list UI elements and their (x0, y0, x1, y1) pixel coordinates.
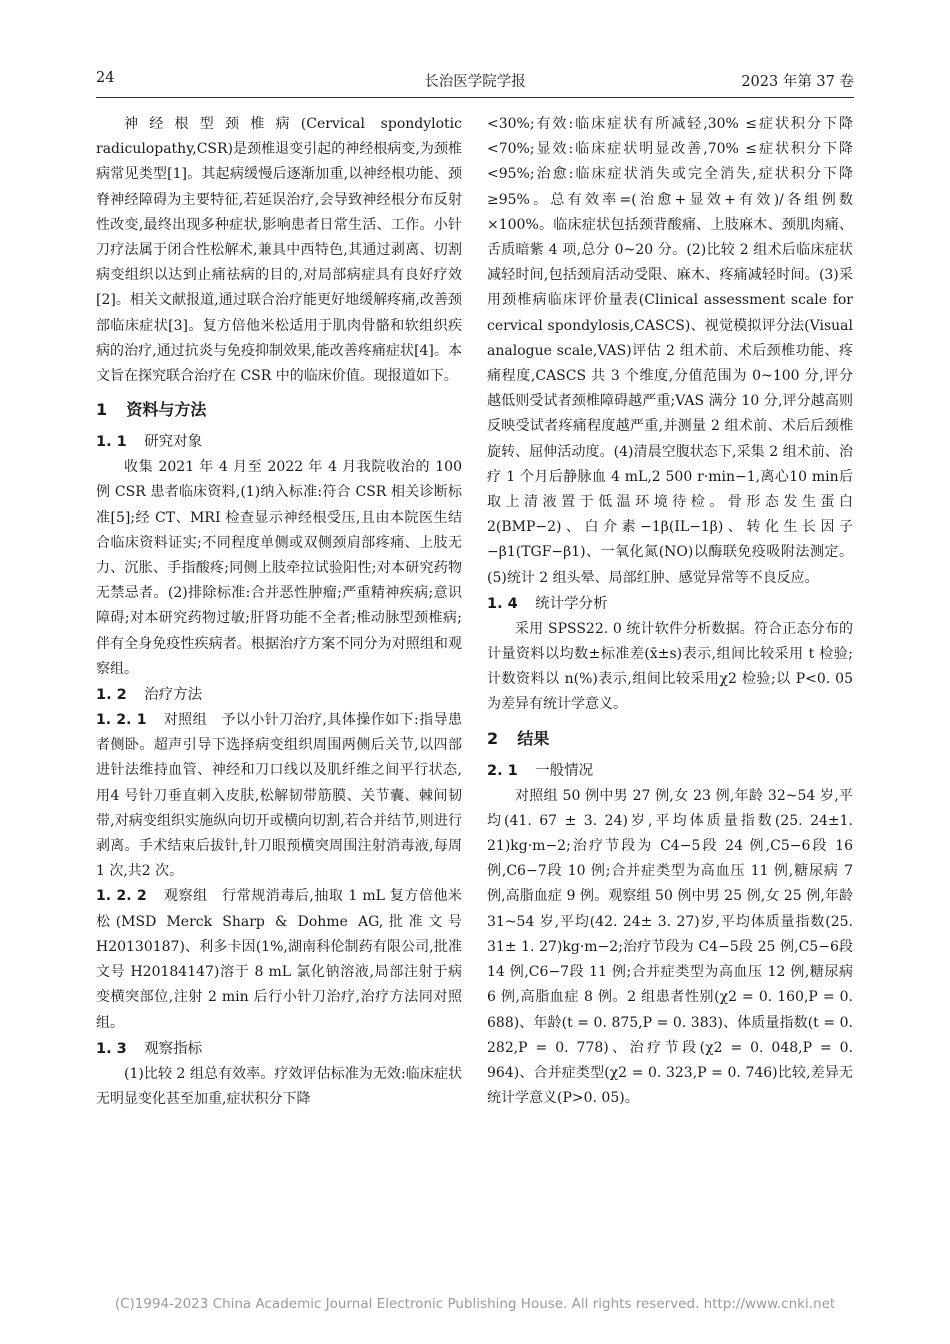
section-2-1-number: 2. 1 (487, 762, 518, 779)
section-1-3-number: 1. 3 (96, 1040, 127, 1057)
section-1-4-heading (487, 591, 853, 617)
page-number: 24 (96, 70, 115, 86)
section-1-2-2-number: 1. 2. 2 (96, 888, 147, 905)
section-1-2-heading (96, 682, 462, 708)
section-1-1-title: 研究对象 (144, 434, 203, 451)
copyright-footer: (C)1994-2023 China Academic Journal Electronic Publishing House. All rights reserved. http://www.cnki.net (114, 1296, 836, 1312)
section-1-number: 1 (96, 400, 108, 420)
section-2-heading (487, 726, 853, 752)
section-1-2-2-lead: 观察组 (163, 888, 208, 905)
section-1-heading (96, 397, 462, 423)
section-1-3-text: (1)比较 2 组总有效率。疗效评估标准为无效:临床症状无明显变化甚至加重,症状积分下降 (96, 1065, 462, 1107)
right-column (487, 112, 853, 1111)
section-2-1-title: 一般情况 (535, 762, 594, 779)
section-1-2-1-text: 予以小针刀治疗,具体操作如下:指导患者侧卧。超声引导下选择病变组织周围两侧后关节,以四部进针法维持血管、神经和刀口线以及肌纤维之间平行状态,用4 号针刀垂直刺入皮肤,松解韧带筋膜、关节囊、棘间韧带,对病变组织实施纵向切开或横向切割,若合并结节,则进行剥离。手术结束后拔针,针刀眼预横突周围注射消毒液,每周 1 次,共2 次。 (96, 712, 463, 880)
section-2-title: 结果 (517, 728, 550, 748)
page-header (96, 70, 854, 94)
section-1-2-1-lead: 对照组 (163, 712, 208, 729)
section-1-1-heading (96, 429, 462, 455)
header-rule (96, 97, 854, 98)
journal-title: 长治医学院学报 (424, 74, 526, 90)
section-1-title: 资料与方法 (126, 400, 207, 420)
section-2-1-text: 对照组 50 例中男 27 例,女 23 例,年龄 32~54 岁,平均(41. 67 ± 3. 24)岁,平均体质量指数(25. 24±1. 21)kg·m−2;治疗节段为 C4−5段 24 例,C5−6段 16 例,C6−7段 10 例;合并症类型为高血压 11 例,糖尿病 7 例,高脂血症 9 例。观察组 50 例中男 25 例,女 25 例,年龄 31~54 岁,平均(42. 24± 3. 27)岁,平均体质量指数(25. 31± 1. 27)kg·m−2;治疗节段为 C4−5段 25 例,C5−6段 14 例,C6−7段 11 例;合并症类型为高血压 12 例,糖尿病 6 例,高脂血症 8 例。2 组患者性别(χ2 = 0. 160,P = 0. 688)、年龄(t = 0. 875,P = 0. 383)、体质量指数(t = 0. 282,P = 0. 778)、治疗节段(χ2 = 0. 048,P = 0. 964)、合并症类型(χ2 = 0. 323,P = 0. 746)比较,差异无统计学意义(P>0. 05)。 (487, 787, 853, 1107)
section-2-1-heading (487, 758, 853, 784)
section-1-3-heading (96, 1036, 462, 1062)
left-column (96, 112, 462, 1112)
section-1-2-number: 1. 2 (96, 687, 127, 704)
intro-paragraph: 神经根型颈椎病(Cervical spondylotic radiculopathy,CSR)是颈椎退变引起的神经根病变,为颈椎病常见类型[1]。其起病缓慢后逐渐加重,以神经根功能、颈脊神经障碍为主要特征,若延误治疗,会导致神经根分布反射性改变,最终出现多种症状,影响患者日常生活、工作。小针刀疗法属于闭合性松解术,兼具中西特色,其通过剥离、切割病变组织以达到止痛祛病的目的,对局部病症具有良好疗效[2]。相关文献报道,通过联合治疗能更好地缓解疼痛,改善颈部临床症状[3]。复方倍他米松适用于肌肉骨骼和软组织疾病的治疗,通过抗炎与免疫抑制效果,能改善疼痛症状[4]。本文旨在探究联合治疗在 CSR 中的临床价值。现报道如下。 (96, 116, 462, 385)
section-1-3-title: 观察指标 (144, 1040, 203, 1057)
section-1-4-text: 采用 SPSS22. 0 统计软件分析数据。符合正态分布的计量资料以均数±标准差(x̄±s)表示,组间比较采用 t 检验;计数资料以 n(%)表示,组间比较采用χ2 检验;以 P<0. 05 为差异有统计学意义。 (487, 620, 853, 713)
section-1-4-number: 1. 4 (487, 595, 518, 612)
section-1-2-1-number: 1. 2. 1 (96, 712, 147, 729)
section-2-number: 2 (487, 728, 499, 748)
section-1-2-2-text: 行常规消毒后,抽取 1 mL 复方倍他米松(MSD Merck Sharp & Dohme AG,批准文号 H20130187)、利多卡因(1%,湖南科伦制药有限公司,批准文号 H20184147)溶于 8 mL 氯化钠溶液,局部注射于病变横突部位,注射 2 min 后行小针刀治疗,治疗方法同对照组。 (96, 888, 463, 1031)
section-1-2-title: 治疗方法 (144, 687, 203, 704)
section-1-1-text: 收集 2021 年 4 月至 2022 年 4 月我院收治的 100 例 CSR 患者临床资料,(1)纳入标准:符合 CSR 相关诊断标准[5];经 CT、MRI 检查显示神经根受压,且由本院医生结合临床资料证实;不同程度单侧或双侧颈肩部疼痛、上肢无力、沉胀、手指酸疼;同侧上肢牵拉试验阳性;对本研究药物无禁忌者。(2)排除标准:合并恶性肿瘤;严重精神疾病;意识障碍;对本研究药物过敏;肝肾功能不全者;椎动脉型颈椎病;伴有全身免疫性疾病者。根据治疗方案不同分为对照组和观察组。 (96, 459, 462, 677)
issue-label: 2023 年第 37 卷 (741, 74, 854, 90)
section-1-2-2-paragraph (96, 884, 462, 1035)
section-1-1-number: 1. 1 (96, 434, 127, 451)
section-1-2-1-paragraph (96, 708, 462, 884)
section-1-3-continued: <30%;有效:临床症状有所减轻,30% ≤症状积分下降<70%;显效:临床症状明显改善,70% ≤症状积分下降<95%;治愈:临床症状消失或完全消失,症状积分下降≥95%。总有效率=(治愈+显效+有效)/各组例数×100%。临床症状包括颈背酸痛、上肢麻木、颈肌肉痛、舌质暗紫 4 项,总分 0~20 分。(2)比较 2 组术后临床症状减轻时间,包括颈肩活动受限、麻木、疼痛减轻时间。(3)采用颈椎病临床评价量表(Clinical assessment scale for cervical spondylosis,CASCS)、视觉模拟评分法(Visual analogue scale,VAS)评估 2 组术前、术后颈椎功能、疼痛程度,CASCS 共 3 个维度,分值范围为 0~100 分,评分越低则受试者颈椎障碍越严重;VAS 满分 10 分,评分越高则反映受试者疼痛程度越严重,并测量 2 组术前、术后后颈椎旋转、屈伸活动度。(4)清晨空腹状态下,采集 2 组术前、治疗 1 个月后静脉血 4 mL,2 500 r·min−1,离心10 min后取上清液置于低温环境待检。骨形态发生蛋白 2(BMP−2)、白介素−1β(IL−1β)、转化生长因子−β1(TGF−β1)、一氧化氮(NO)以酶联免疫吸附法测定。(5)统计 2 组头晕、局部红肿、感觉异常等不良反应。 (487, 116, 853, 586)
section-1-4-title: 统计学分析 (535, 595, 608, 612)
